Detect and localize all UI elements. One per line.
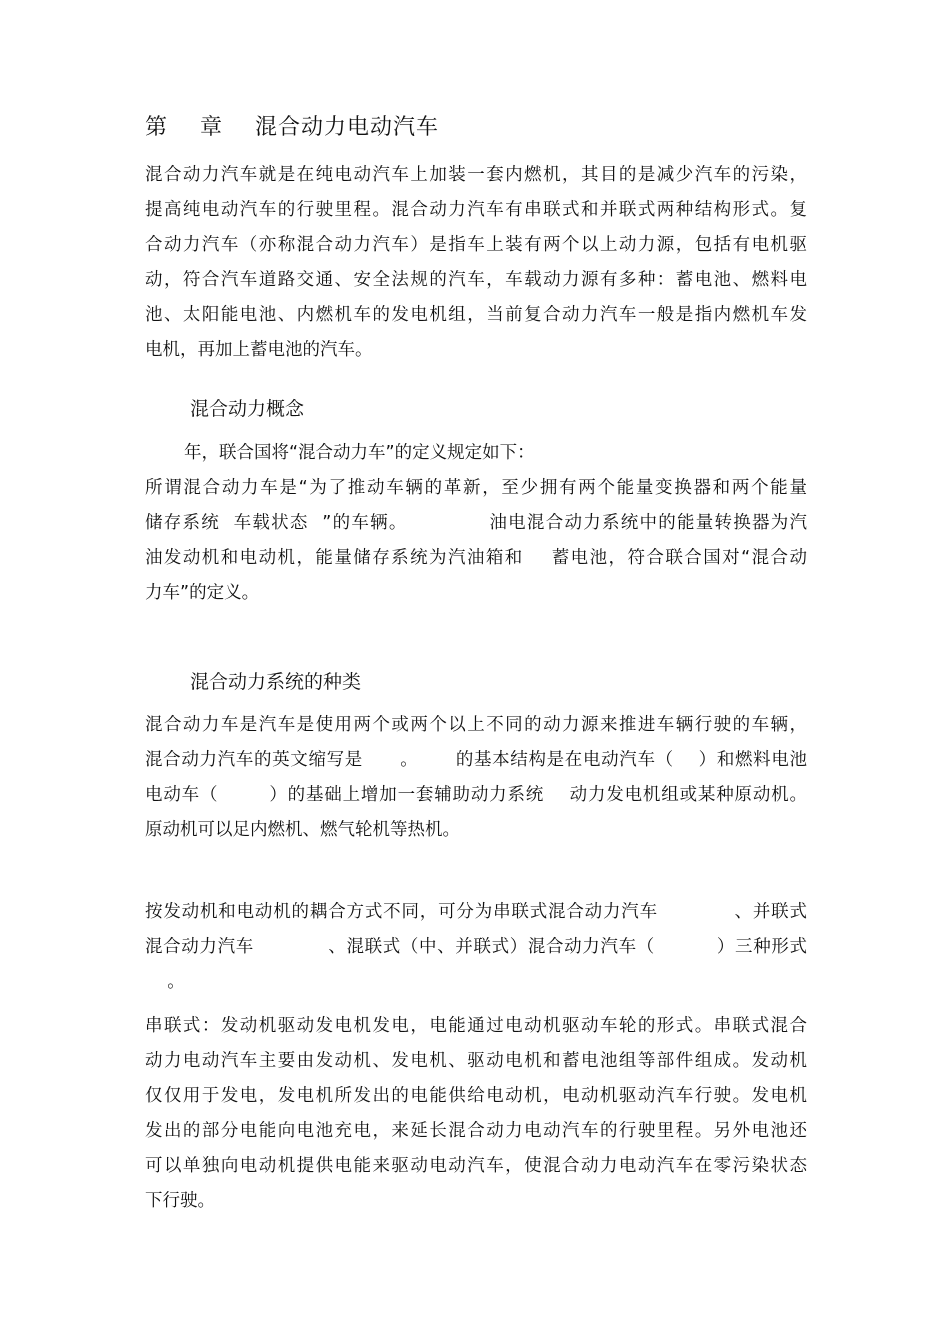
text-line: 年，联合国将“混合动力车”的定义规定如下： [145, 443, 535, 463]
text-line: 串联式：发动机驱动发电机发电，电能通过电动机驱动车轮的形式。串联式混合 [145, 1016, 807, 1036]
text-line: 动，符合汽车道路交通、安全法规的汽车，车载动力源有多种：蓄电池、燃料电 [145, 270, 807, 290]
concept-paragraph [145, 436, 807, 611]
chapter-title: 第 章 混合动力电动汽车 [145, 115, 439, 140]
text-line: 混合动力汽车就是在纯电动汽车上加装一套内燃机，其目的是减少汽车的污染， [145, 165, 807, 185]
text-line: 储存系统 车载状态 ”的车辆。 油电混合动力系统中的能量转换器为汽 [145, 513, 807, 533]
text-line: 力车”的定义。 [145, 583, 260, 603]
text-line: 电机，再加上蓄电池的汽车。 [145, 340, 373, 360]
intro-paragraph [145, 158, 807, 368]
text-line: 按发动机和电动机的耦合方式不同，可分为串联式混合动力汽车 、并联式 [145, 902, 807, 922]
text-line: 混合动力汽车 、混联式（中、并联式）混合动力汽车（ ）三种形式 [145, 937, 807, 957]
text-line: 合动力汽车（亦称混合动力汽车）是指车上装有两个以上动力源，包括有电机驱 [145, 235, 807, 255]
text-line: 原动机可以足内燃机、燃气轮机等热机。 [145, 820, 460, 840]
text-line: 混合动力汽车的英文缩写是 。 的基本结构是在电动汽车（ ）和燃料电池 [145, 750, 807, 770]
text-line: 仅仅用于发电，发电机所发出的电能供给电动机，电动机驱动汽车行驶。发电机 [145, 1086, 807, 1106]
section-title-types: 混合动力系统的种类 [190, 671, 362, 693]
series-paragraph [145, 1009, 807, 1219]
text-line: 混合动力车是汽车是使用两个或两个以上不同的动力源来推进车辆行驶的车辆， [145, 715, 807, 735]
text-line: 池、太阳能电池、内燃机车的发电机组，当前复合动力汽车一般是指内燃机车发 [145, 305, 807, 325]
text-line: 下行驶。 [145, 1191, 215, 1211]
text-line: 。 [145, 972, 185, 992]
types-paragraph-1 [145, 708, 807, 848]
text-line: 动力电动汽车主要由发动机、发电机、驱动电机和蓄电池组等部件组成。发动机 [145, 1051, 807, 1071]
types-paragraph-2 [145, 895, 807, 1000]
text-line: 发出的部分电能向电池充电，来延长混合动力电动汽车的行驶里程。另外电池还 [145, 1121, 807, 1141]
text-line: 提高纯电动汽车的行驶里程。混合动力汽车有串联式和并联式两种结构形式。复 [145, 200, 807, 220]
text-line: 电动车（ ）的基础上增加一套辅助动力系统 动力发电机组或某种原动机。 [145, 785, 807, 805]
text-line: 所谓混合动力车是“为了推动车辆的革新，至少拥有两个能量变换器和两个能量 [145, 478, 807, 498]
text-line: 可以单独向电动机提供电能来驱动电动汽车，使混合动力电动汽车在零污染状态 [145, 1156, 807, 1176]
text-line: 油发动机和电动机，能量储存系统为汽油箱和 蓄电池，符合联合国对“混合动 [145, 548, 807, 568]
section-title-concept: 混合动力概念 [190, 398, 305, 420]
